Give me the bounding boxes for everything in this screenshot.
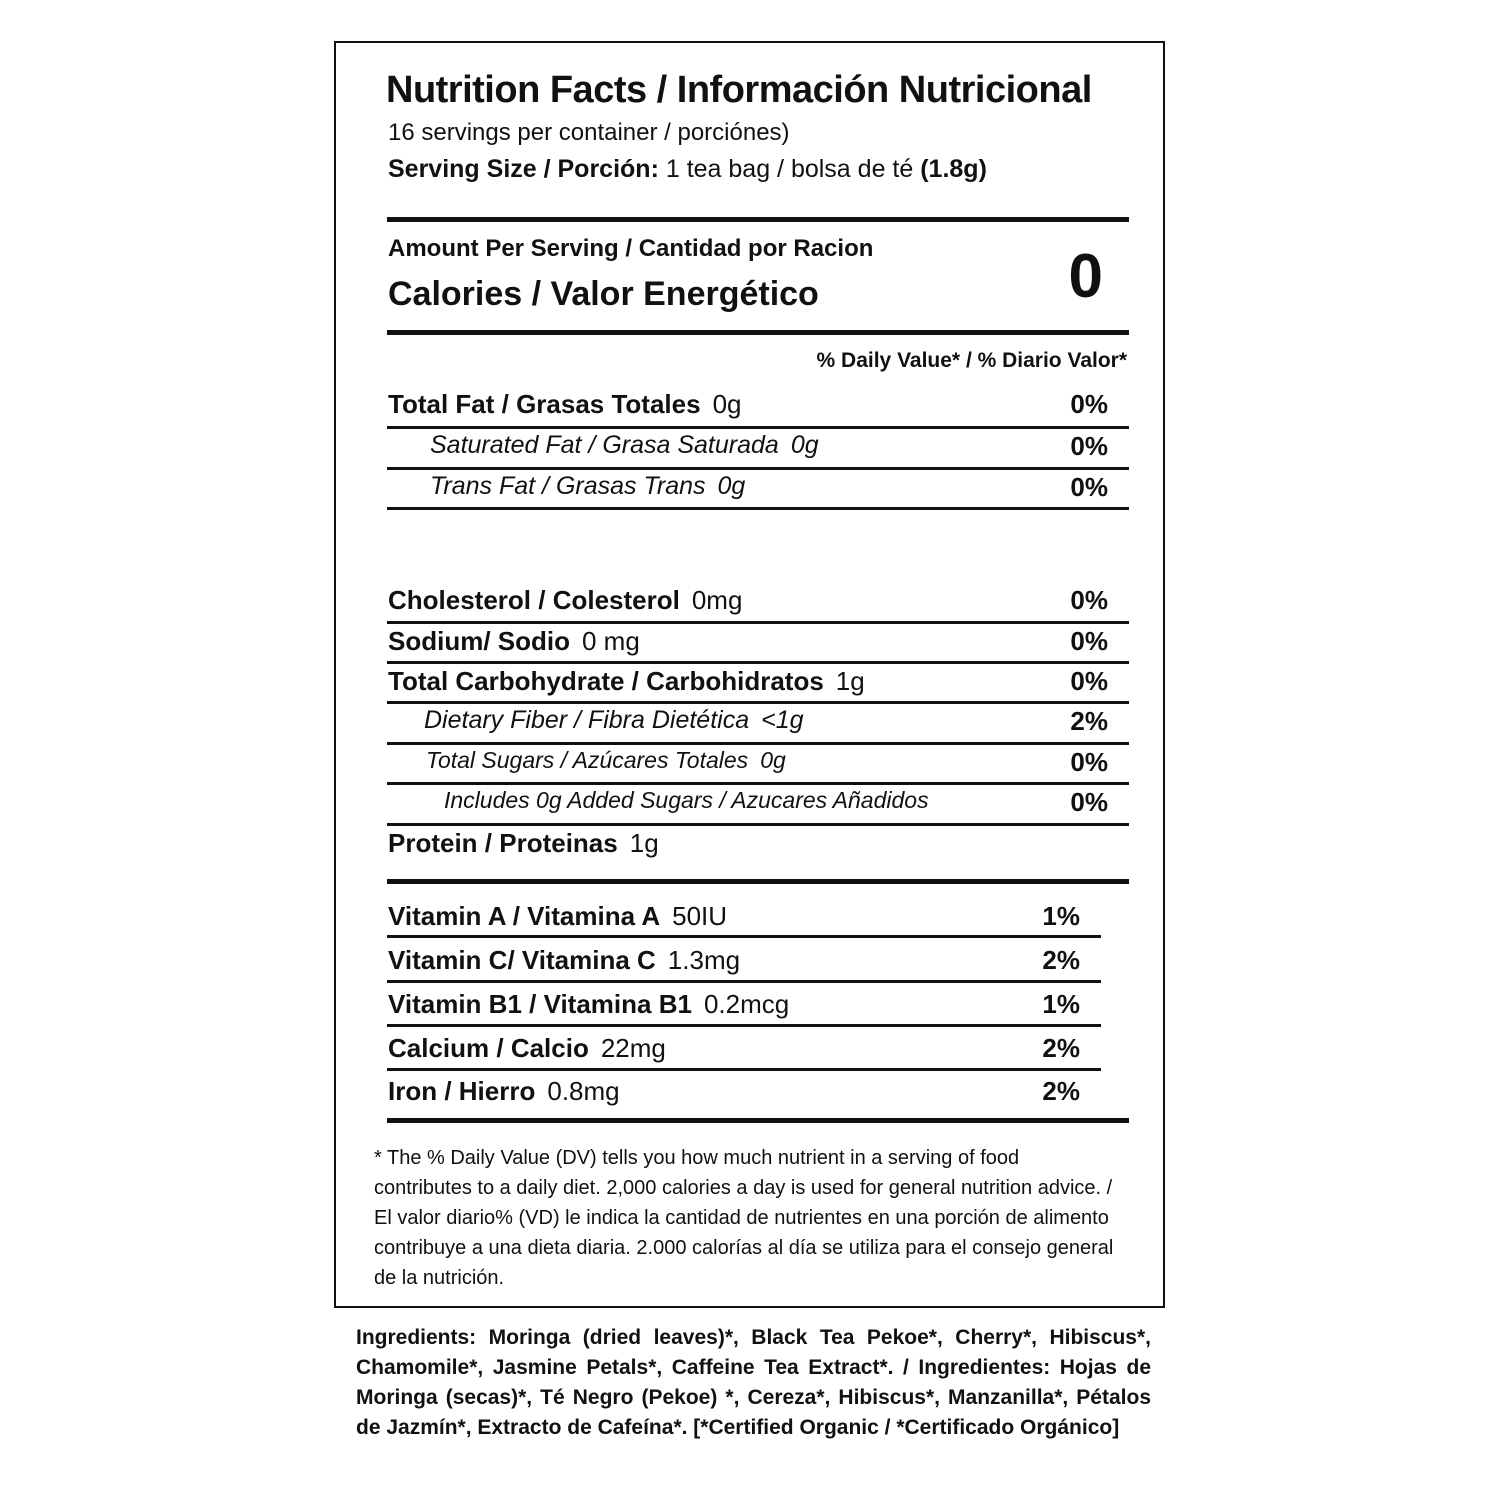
- nutrient-name: Includes 0g Added Sugars / Azucares Añadidos: [444, 787, 929, 813]
- nutrient-percent: 0%: [1070, 431, 1108, 461]
- divider: [387, 621, 1129, 624]
- serving-size-label: Serving Size / Porción:: [388, 155, 659, 183]
- nutrient-amount: <1g: [761, 706, 804, 734]
- daily-value-footnote: * The % Daily Value (DV) tells you how much nutrient in a serving of food contributes to a daily diet. 2,000 calories a day is used for general nutrition advice. / El valor diario% (VD) le indica la cantidad de nutrientes en una porción de alimento contribuye a una dieta diaria. 2.000 calorías al día se utiliza para el consejo general de la nutrición.: [374, 1147, 1114, 1289]
- nutrient-amount: 0 mg: [582, 626, 640, 656]
- ingredients-list: Ingredients: Moringa (dried leaves)*, Black Tea Pekoe*, Cherry*, Hibiscus*, Chamomile*, Jasmine Petals*, Caffeine Tea Extract*. / Ingredientes: Hojas de Moringa (secas)*, Té Negro (Pekoe) *, Cereza*, Hibiscus*, Manzanilla*, Pétalos de Jazmín*, Extracto de Cafeína*. [*Certified Organic / *Certificado Orgánico]: [356, 1326, 1151, 1439]
- divider: [387, 935, 1101, 938]
- divider: [387, 507, 1129, 510]
- nutrient-name: Protein / Proteinas: [388, 828, 618, 858]
- nutrient-percent: 2%: [1070, 706, 1108, 736]
- divider-thick: [387, 879, 1129, 884]
- vitamin-name: Vitamin A / Vitamina A: [388, 901, 661, 931]
- divider: [387, 661, 1129, 664]
- vitamin-percent: 2%: [1042, 1076, 1080, 1106]
- vitamin-percent: 2%: [1042, 945, 1080, 975]
- nutrient-percent: 0%: [1070, 626, 1108, 656]
- nutrient-percent: 0%: [1070, 666, 1108, 696]
- nutrient-row-sodium: [388, 626, 1108, 666]
- vitamin-name: Vitamin B1 / Vitamina B1: [388, 989, 692, 1019]
- divider: [387, 980, 1101, 983]
- vitamin-amount: 22mg: [600, 1033, 666, 1063]
- nutrient-name: Total Fat / Grasas Totales: [388, 389, 701, 419]
- nutrition-facts-panel: [334, 41, 1165, 1308]
- divider: [387, 701, 1129, 704]
- nutrient-amount: 0g: [717, 472, 746, 500]
- nutrient-amount: 1g: [629, 828, 659, 858]
- serving-size-weight: (1.8g): [920, 155, 987, 183]
- vitamin-amount: 0.2mcg: [703, 989, 790, 1019]
- divider: [387, 742, 1129, 745]
- nutrient-percent: 0%: [1070, 472, 1108, 502]
- nutrient-amount: 0g: [712, 389, 742, 419]
- nutrient-percent: 0%: [1070, 787, 1108, 817]
- divider: [387, 1068, 1101, 1071]
- serving-size-value: 1 tea bag / bolsa de té: [658, 155, 921, 183]
- nutrient-row-cholesterol: [388, 585, 1108, 625]
- vitamin-amount: 0.8mg: [547, 1076, 620, 1106]
- vitamin-row-iron: [388, 1076, 1108, 1116]
- daily-value-header: % Daily Value* / % Diario Valor*: [816, 349, 1127, 372]
- nutrient-row-dietary-fiber: [424, 706, 1108, 746]
- vitamin-row-calcium: [388, 1033, 1108, 1073]
- vitamin-name: Calcium / Calcio: [388, 1033, 589, 1063]
- nutrient-row-trans-fat: [430, 472, 1108, 512]
- nutrient-row-protein: [388, 828, 1108, 868]
- nutrient-name: Total Carbohydrate / Carbohidratos: [388, 666, 824, 696]
- divider: [387, 426, 1129, 429]
- nutrient-amount: 0g: [790, 431, 819, 459]
- nutrient-name: Dietary Fiber / Fibra Dietética: [424, 706, 750, 734]
- vitamin-amount: 50IU: [672, 901, 728, 931]
- vitamin-percent: 1%: [1042, 989, 1080, 1019]
- divider: [387, 823, 1129, 826]
- nutrient-name: Saturated Fat / Grasa Saturada: [430, 431, 779, 459]
- vitamin-row-b1: [388, 989, 1108, 1029]
- calories-label: Calories / Valor Energético: [388, 275, 819, 313]
- nutrient-row-total-sugars: [426, 747, 1108, 787]
- vitamin-percent: 1%: [1042, 901, 1080, 931]
- divider-thick: [387, 330, 1129, 335]
- nutrient-name: Sodium/ Sodio: [388, 626, 570, 656]
- nutrient-row-total-fat: [388, 389, 1108, 429]
- divider: [387, 1024, 1101, 1027]
- nutrient-amount: 1g: [835, 666, 865, 696]
- nutrient-amount: 0mg: [691, 585, 743, 615]
- vitamin-name: Iron / Hierro: [388, 1076, 536, 1106]
- divider-thick: [387, 1118, 1129, 1123]
- nutrient-name: Total Sugars / Azúcares Totales: [426, 747, 749, 773]
- nutrient-percent: 0%: [1070, 747, 1108, 777]
- nutrient-row-saturated-fat: [430, 431, 1108, 471]
- vitamin-name: Vitamin C/ Vitamina C: [388, 945, 656, 975]
- panel-title: Nutrition Facts / Información Nutricional: [386, 69, 1092, 111]
- divider-thick: [387, 217, 1129, 222]
- nutrient-name: Trans Fat / Grasas Trans: [430, 472, 706, 500]
- servings-per-container: 16 servings per container / porciónes): [388, 119, 790, 146]
- divider: [387, 467, 1129, 470]
- serving-size: [388, 155, 987, 184]
- nutrient-percent: 0%: [1070, 389, 1108, 419]
- nutrient-row-total-carbohydrate: [388, 666, 1108, 706]
- nutrient-percent: 0%: [1070, 585, 1108, 615]
- nutrient-row-added-sugars: [444, 787, 1108, 827]
- vitamin-percent: 2%: [1042, 1033, 1080, 1063]
- vitamin-row-c: [388, 945, 1108, 985]
- divider: [387, 782, 1129, 785]
- nutrient-name: Cholesterol / Colesterol: [388, 585, 680, 615]
- vitamin-amount: 1.3mg: [667, 945, 741, 975]
- calories-value: 0: [1068, 242, 1103, 311]
- amount-per-serving: Amount Per Serving / Cantidad por Racion: [388, 235, 874, 262]
- nutrient-amount: 0g: [760, 747, 786, 773]
